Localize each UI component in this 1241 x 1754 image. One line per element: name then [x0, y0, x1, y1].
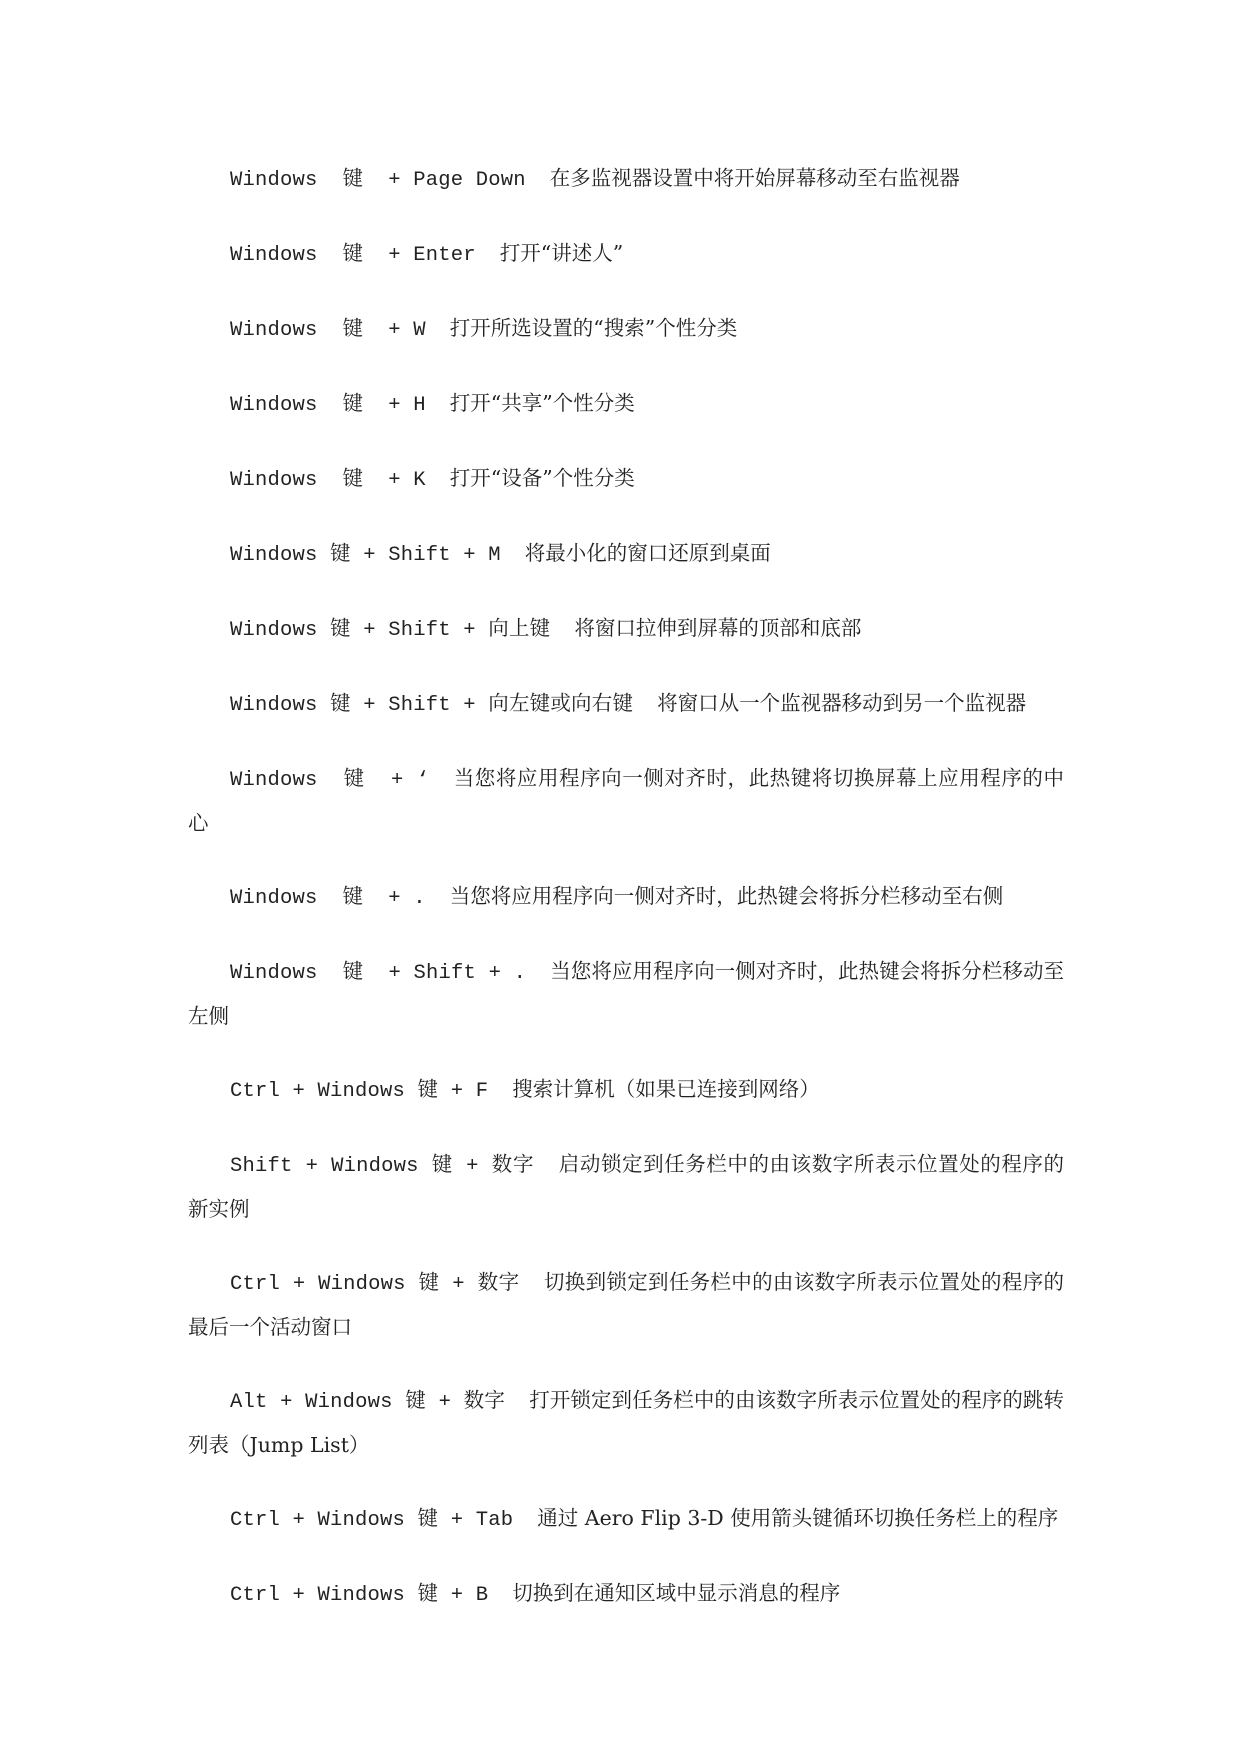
shortcut-keys: Windows 键 + . — [230, 887, 426, 910]
shortcut-entry — [188, 157, 1064, 202]
shortcut-keys: Windows 键 + ‘ — [230, 769, 430, 792]
shortcut-description: 将窗口从一个监视器移动到另一个监视器 — [657, 691, 1027, 715]
shortcut-description: 打开“共享”个性分类 — [449, 391, 635, 415]
shortcut-description: 通过 Aero Flip 3-D 使用箭头键循环切换任务栏上的程序 — [537, 1506, 1059, 1530]
shortcut-entry — [188, 532, 1064, 577]
shortcut-keys: Windows 键 + H — [230, 394, 426, 417]
shortcut-entry — [188, 1572, 1064, 1617]
shortcut-entry — [188, 382, 1064, 427]
shortcut-keys: Windows 键 + Shift + 向左键或向右键 — [230, 694, 634, 717]
shortcut-entry — [188, 1143, 1064, 1231]
shortcut-description: 切换到在通知区域中显示消息的程序 — [512, 1581, 841, 1605]
shortcut-description: 打开“设备”个性分类 — [449, 466, 635, 490]
shortcut-description: 打开“讲述人” — [499, 241, 624, 265]
shortcut-entry — [188, 1261, 1064, 1349]
shortcut-description: 当您将应用程序向一侧对齐时，此热键会将拆分栏移动至右侧 — [449, 884, 1004, 908]
shortcut-description: 将最小化的窗口还原到桌面 — [524, 541, 771, 565]
shortcut-description: 启动锁定到任务栏中的由该数字所表示位置处的程序的新实例 — [188, 1152, 1065, 1221]
shortcut-keys: Windows 键 + Enter — [230, 244, 476, 267]
shortcut-description: 在多监视器设置中将开始屏幕移动至右监视器 — [549, 166, 960, 190]
shortcut-entry — [188, 1379, 1064, 1467]
shortcut-entry — [188, 682, 1064, 727]
shortcut-description: 打开所选设置的“搜索”个性分类 — [449, 316, 738, 340]
shortcut-keys: Windows 键 + W — [230, 319, 426, 342]
shortcut-keys: Ctrl + Windows 键 + Tab — [230, 1509, 514, 1532]
shortcut-description: 将窗口拉伸到屏幕的顶部和底部 — [574, 616, 862, 640]
shortcut-entry — [188, 757, 1064, 845]
shortcut-keys: Alt + Windows 键 + 数字 — [230, 1391, 506, 1414]
shortcut-entry — [188, 1068, 1064, 1113]
shortcut-keys: Windows 键 + Shift + . — [230, 962, 527, 985]
shortcut-keys: Ctrl + Windows 键 + 数字 — [230, 1273, 520, 1296]
shortcut-keys: Windows 键 + Page Down — [230, 169, 526, 192]
shortcut-entry — [188, 607, 1064, 652]
shortcut-list — [188, 157, 1064, 1647]
shortcut-keys: Shift + Windows 键 + 数字 — [230, 1155, 535, 1178]
shortcut-keys: Ctrl + Windows 键 + B — [230, 1584, 489, 1607]
shortcut-description: 打开锁定到任务栏中的由该数字所表示位置处的程序的跳转列表（Jump List） — [188, 1388, 1065, 1457]
shortcut-entry — [188, 457, 1064, 502]
shortcut-entry — [188, 875, 1064, 920]
shortcut-description: 切换到锁定到任务栏中的由该数字所表示位置处的程序的最后一个活动窗口 — [188, 1270, 1065, 1339]
shortcut-entry — [188, 950, 1064, 1038]
shortcut-keys: Ctrl + Windows 键 + F — [230, 1080, 489, 1103]
shortcut-keys: Windows 键 + Shift + 向上键 — [230, 619, 551, 642]
shortcut-entry — [188, 232, 1064, 277]
shortcut-entry — [188, 1497, 1064, 1542]
shortcut-description: 当您将应用程序向一侧对齐时，此热键将切换屏幕上应用程序的中心 — [188, 766, 1065, 835]
shortcut-entry — [188, 307, 1064, 352]
shortcut-keys: Windows 键 + K — [230, 469, 426, 492]
shortcut-keys: Windows 键 + Shift + M — [230, 544, 501, 567]
shortcut-description: 当您将应用程序向一侧对齐时，此热键会将拆分栏移动至左侧 — [188, 959, 1064, 1028]
shortcut-description: 搜索计算机（如果已连接到网络） — [512, 1077, 820, 1101]
